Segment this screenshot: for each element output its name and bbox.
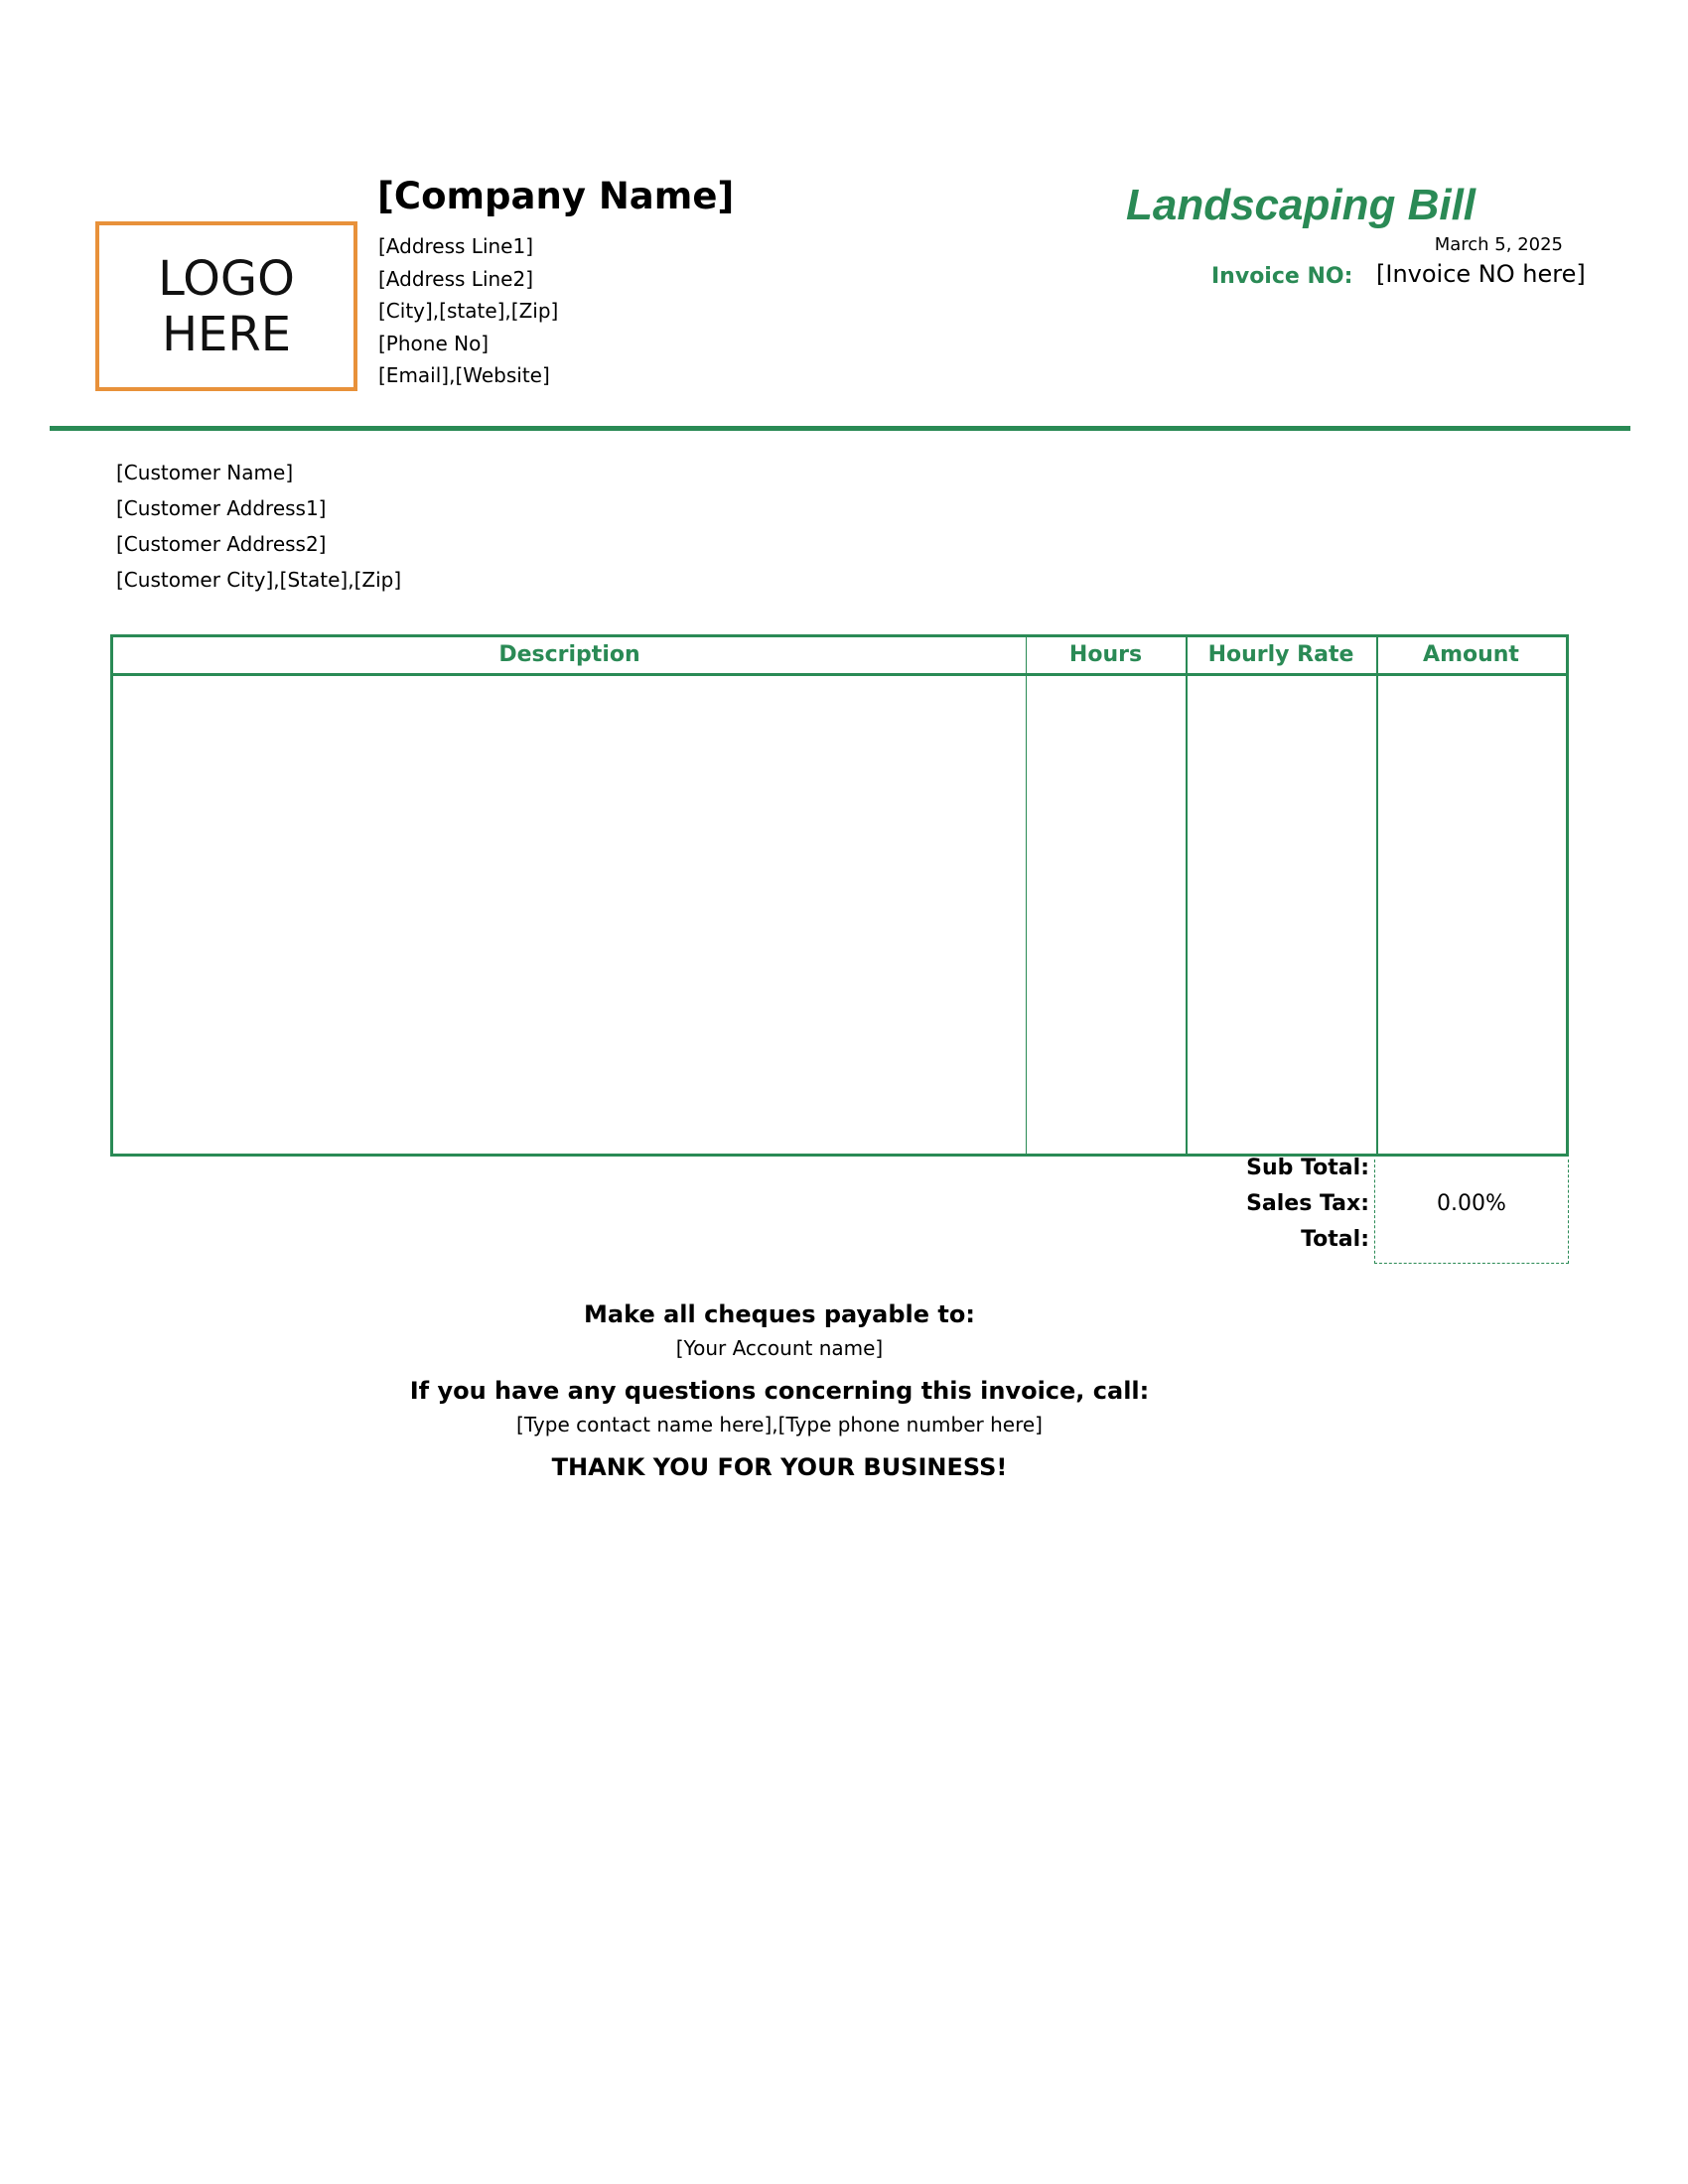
company-address-line1: [Address Line1] — [378, 234, 534, 258]
column-header-amount: Amount — [1423, 642, 1519, 667]
logo-placeholder — [95, 221, 357, 391]
company-email-website: [Email],[Website] — [378, 363, 550, 387]
logo-text: LOGO HERE — [158, 250, 295, 362]
cheques-payable-heading: Make all cheques payable to: — [584, 1300, 975, 1328]
company-address-block — [378, 230, 558, 392]
column-divider-hourly-rate — [1186, 637, 1188, 1154]
column-divider-amount — [1376, 637, 1378, 1154]
customer-address-block — [116, 455, 401, 598]
customer-name: [Customer Name] — [116, 461, 294, 484]
customer-address1: [Customer Address1] — [116, 496, 327, 520]
thank-you-message: THANK YOU FOR YOUR BUSINESS! — [551, 1453, 1008, 1481]
company-name: [Company Name] — [377, 175, 735, 217]
sales-tax-label: Sales Tax: — [1246, 1191, 1369, 1216]
company-phone: [Phone No] — [378, 331, 490, 355]
customer-city-state-zip: [Customer City],[State],[Zip] — [116, 568, 402, 592]
subtotal-label: Sub Total: — [1246, 1156, 1369, 1180]
table-header-divider — [113, 673, 1566, 676]
company-city-state-zip: [City],[state],[Zip] — [378, 299, 559, 323]
header-divider — [50, 426, 1630, 431]
invoice-number-value: [Invoice NO here] — [1376, 260, 1586, 288]
invoice-date: March 5, 2025 — [1434, 234, 1563, 255]
account-name: [Your Account name] — [675, 1336, 884, 1360]
document-title: Landscaping Bill — [1125, 181, 1477, 229]
total-label: Total: — [1301, 1227, 1369, 1252]
questions-heading: If you have any questions concerning this invoice, call: — [409, 1377, 1150, 1405]
customer-address2: [Customer Address2] — [116, 532, 327, 556]
contact-info: [Type contact name here],[Type phone number here] — [516, 1413, 1043, 1436]
company-address-line2: [Address Line2] — [378, 266, 534, 291]
column-header-description: Description — [498, 642, 640, 667]
column-divider-hours — [1026, 637, 1027, 1154]
column-header-hours: Hours — [1068, 642, 1143, 667]
invoice-number-label: Invoice NO: — [1211, 264, 1353, 289]
sales-tax-value: 0.00% — [1437, 1191, 1506, 1216]
items-table — [110, 634, 1569, 1157]
column-header-hourly-rate: Hourly Rate — [1207, 642, 1354, 667]
